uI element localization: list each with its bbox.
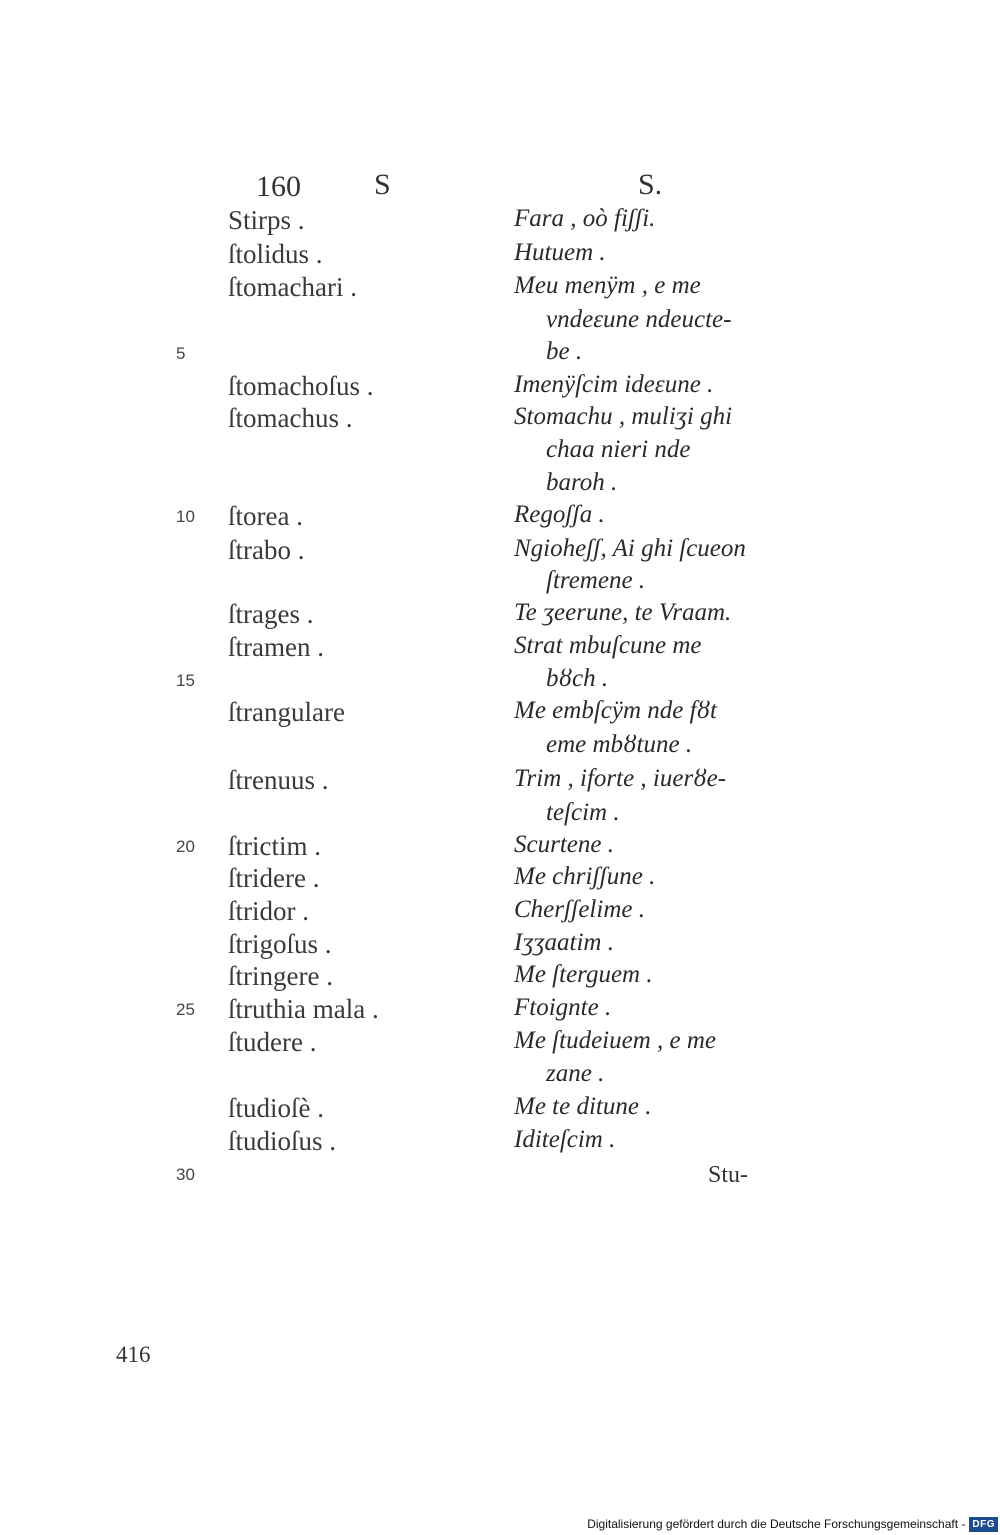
albanian-gloss: Hutuem . <box>514 239 606 266</box>
latin-term: ſtolidus . <box>228 239 323 269</box>
albanian-gloss: bȣch . <box>546 665 609 692</box>
albanian-gloss: Scurtene . <box>514 831 614 858</box>
entry-row <box>0 1027 1000 1061</box>
albanian-gloss: Iditeſcim . <box>514 1126 616 1153</box>
entry-row <box>0 403 1000 437</box>
line-number: 25 <box>176 1000 195 1019</box>
albanian-gloss: Trim , iforte , iuerȣe- <box>514 765 727 792</box>
albanian-gloss: Regoʃʃa . <box>514 501 605 528</box>
latin-term: ſtomachoſus . <box>228 371 374 401</box>
entry-row <box>0 863 1000 897</box>
albanian-gloss: ſtremene . <box>546 567 646 594</box>
latin-term: ſtrictim . <box>228 831 321 861</box>
folio-number: 416 <box>116 1342 151 1367</box>
albanian-gloss: Me embſcÿm nde fȣt <box>514 697 717 724</box>
entry-row <box>0 831 1000 865</box>
entry-row <box>0 272 1000 306</box>
dfg-logo: DFG <box>969 1517 998 1532</box>
latin-term: ſtridere . <box>228 863 320 893</box>
footer-text: Digitalisierung gefördert durch die Deutsche Forschungsgemeinschaft - <box>587 1517 966 1531</box>
albanian-gloss: Te ʒeerune, te Vraam. <box>514 599 732 626</box>
latin-term: ſtomachari . <box>228 272 357 302</box>
albanian-gloss: Me ſterguem . <box>514 961 653 988</box>
albanian-gloss: Me ſtudeiuem , e me <box>514 1027 717 1054</box>
albanian-gloss: vndeɛune ndeucte- <box>546 306 732 333</box>
latin-term: ſtomachus . <box>228 403 353 433</box>
latin-term: ſtudioſè . <box>228 1093 324 1123</box>
latin-term: ſtringere . <box>228 961 333 991</box>
entry-row <box>0 306 1000 340</box>
entry-row <box>0 501 1000 535</box>
latin-term: ſtrigoſus . <box>228 929 332 959</box>
line-number: 5 <box>176 344 186 363</box>
latin-term: ſtramen . <box>228 632 324 662</box>
albanian-gloss: Iʒʒaatim . <box>514 929 614 956</box>
entry-row <box>0 731 1000 765</box>
entry-row <box>0 567 1000 601</box>
line-number: 15 <box>176 671 195 690</box>
albanian-gloss: eme mbȣtune . <box>546 731 693 758</box>
line-number: 10 <box>176 507 195 526</box>
latin-term: ſtorea . <box>228 501 303 531</box>
albanian-gloss: Fara , oò fiʃʃi. <box>514 205 656 232</box>
albanian-gloss: Me te ditune . <box>514 1093 652 1120</box>
entry-row <box>0 697 1000 731</box>
entry-row <box>0 929 1000 963</box>
albanian-gloss: Stomachu , muliʒi ghi <box>514 403 733 430</box>
entry-row <box>0 765 1000 799</box>
entry-row <box>0 961 1000 995</box>
albanian-gloss: baroh . <box>546 469 618 496</box>
entry-row <box>0 799 1000 833</box>
albanian-gloss: Ngioheʃʃ, Ai ghi ſcueon <box>514 535 746 562</box>
entry-row <box>0 338 1000 372</box>
latin-term: ſtudere . <box>228 1027 317 1057</box>
entry-row <box>0 632 1000 666</box>
latin-term: ſtruthia mala . <box>228 994 379 1024</box>
entry-row <box>0 994 1000 1028</box>
entry-row <box>0 469 1000 503</box>
albanian-gloss: zane . <box>546 1060 605 1087</box>
latin-term: ſtrangulare <box>228 697 345 727</box>
entry-row <box>0 1060 1000 1094</box>
line-number: 30 <box>176 1165 195 1184</box>
albanian-gloss: Meu menÿm , e me <box>514 272 701 299</box>
albanian-gloss: Ftoignte . <box>514 994 612 1021</box>
entry-row <box>0 436 1000 470</box>
albanian-gloss: Strat mbuſcune me <box>514 632 702 659</box>
entry-row <box>0 665 1000 699</box>
entry-row <box>0 599 1000 633</box>
albanian-gloss: Cherʃʃelime . <box>514 896 645 923</box>
entry-row <box>0 371 1000 405</box>
entry-row <box>0 205 1000 239</box>
albanian-gloss: chaa nieri nde <box>546 436 691 463</box>
albanian-gloss: be . <box>546 338 583 365</box>
running-letter-left: S <box>374 168 391 201</box>
latin-term: ſtudioſus . <box>228 1126 337 1156</box>
line-number: 20 <box>176 837 195 856</box>
entry-row <box>0 535 1000 569</box>
albanian-gloss: Imenÿſcim ideɛune . <box>514 371 714 398</box>
footer-credit <box>587 1513 1000 1535</box>
latin-term: ſtrenuus . <box>228 765 329 795</box>
latin-term: ſtrabo . <box>228 535 305 565</box>
albanian-gloss: teſcim . <box>546 799 620 826</box>
entry-row <box>0 1159 1000 1193</box>
entry-row <box>0 1126 1000 1160</box>
albanian-gloss: Me chriʃʃune . <box>514 863 656 890</box>
catchword: Stu- <box>708 1162 749 1188</box>
page-number: 160 <box>256 170 301 203</box>
entry-row <box>0 239 1000 273</box>
entry-row <box>0 896 1000 930</box>
running-letter-right: S. <box>638 168 663 201</box>
latin-term: Stirps . <box>228 205 305 235</box>
entry-row <box>0 1093 1000 1127</box>
latin-term: ſtrages . <box>228 599 314 629</box>
latin-term: ſtridor . <box>228 896 309 926</box>
